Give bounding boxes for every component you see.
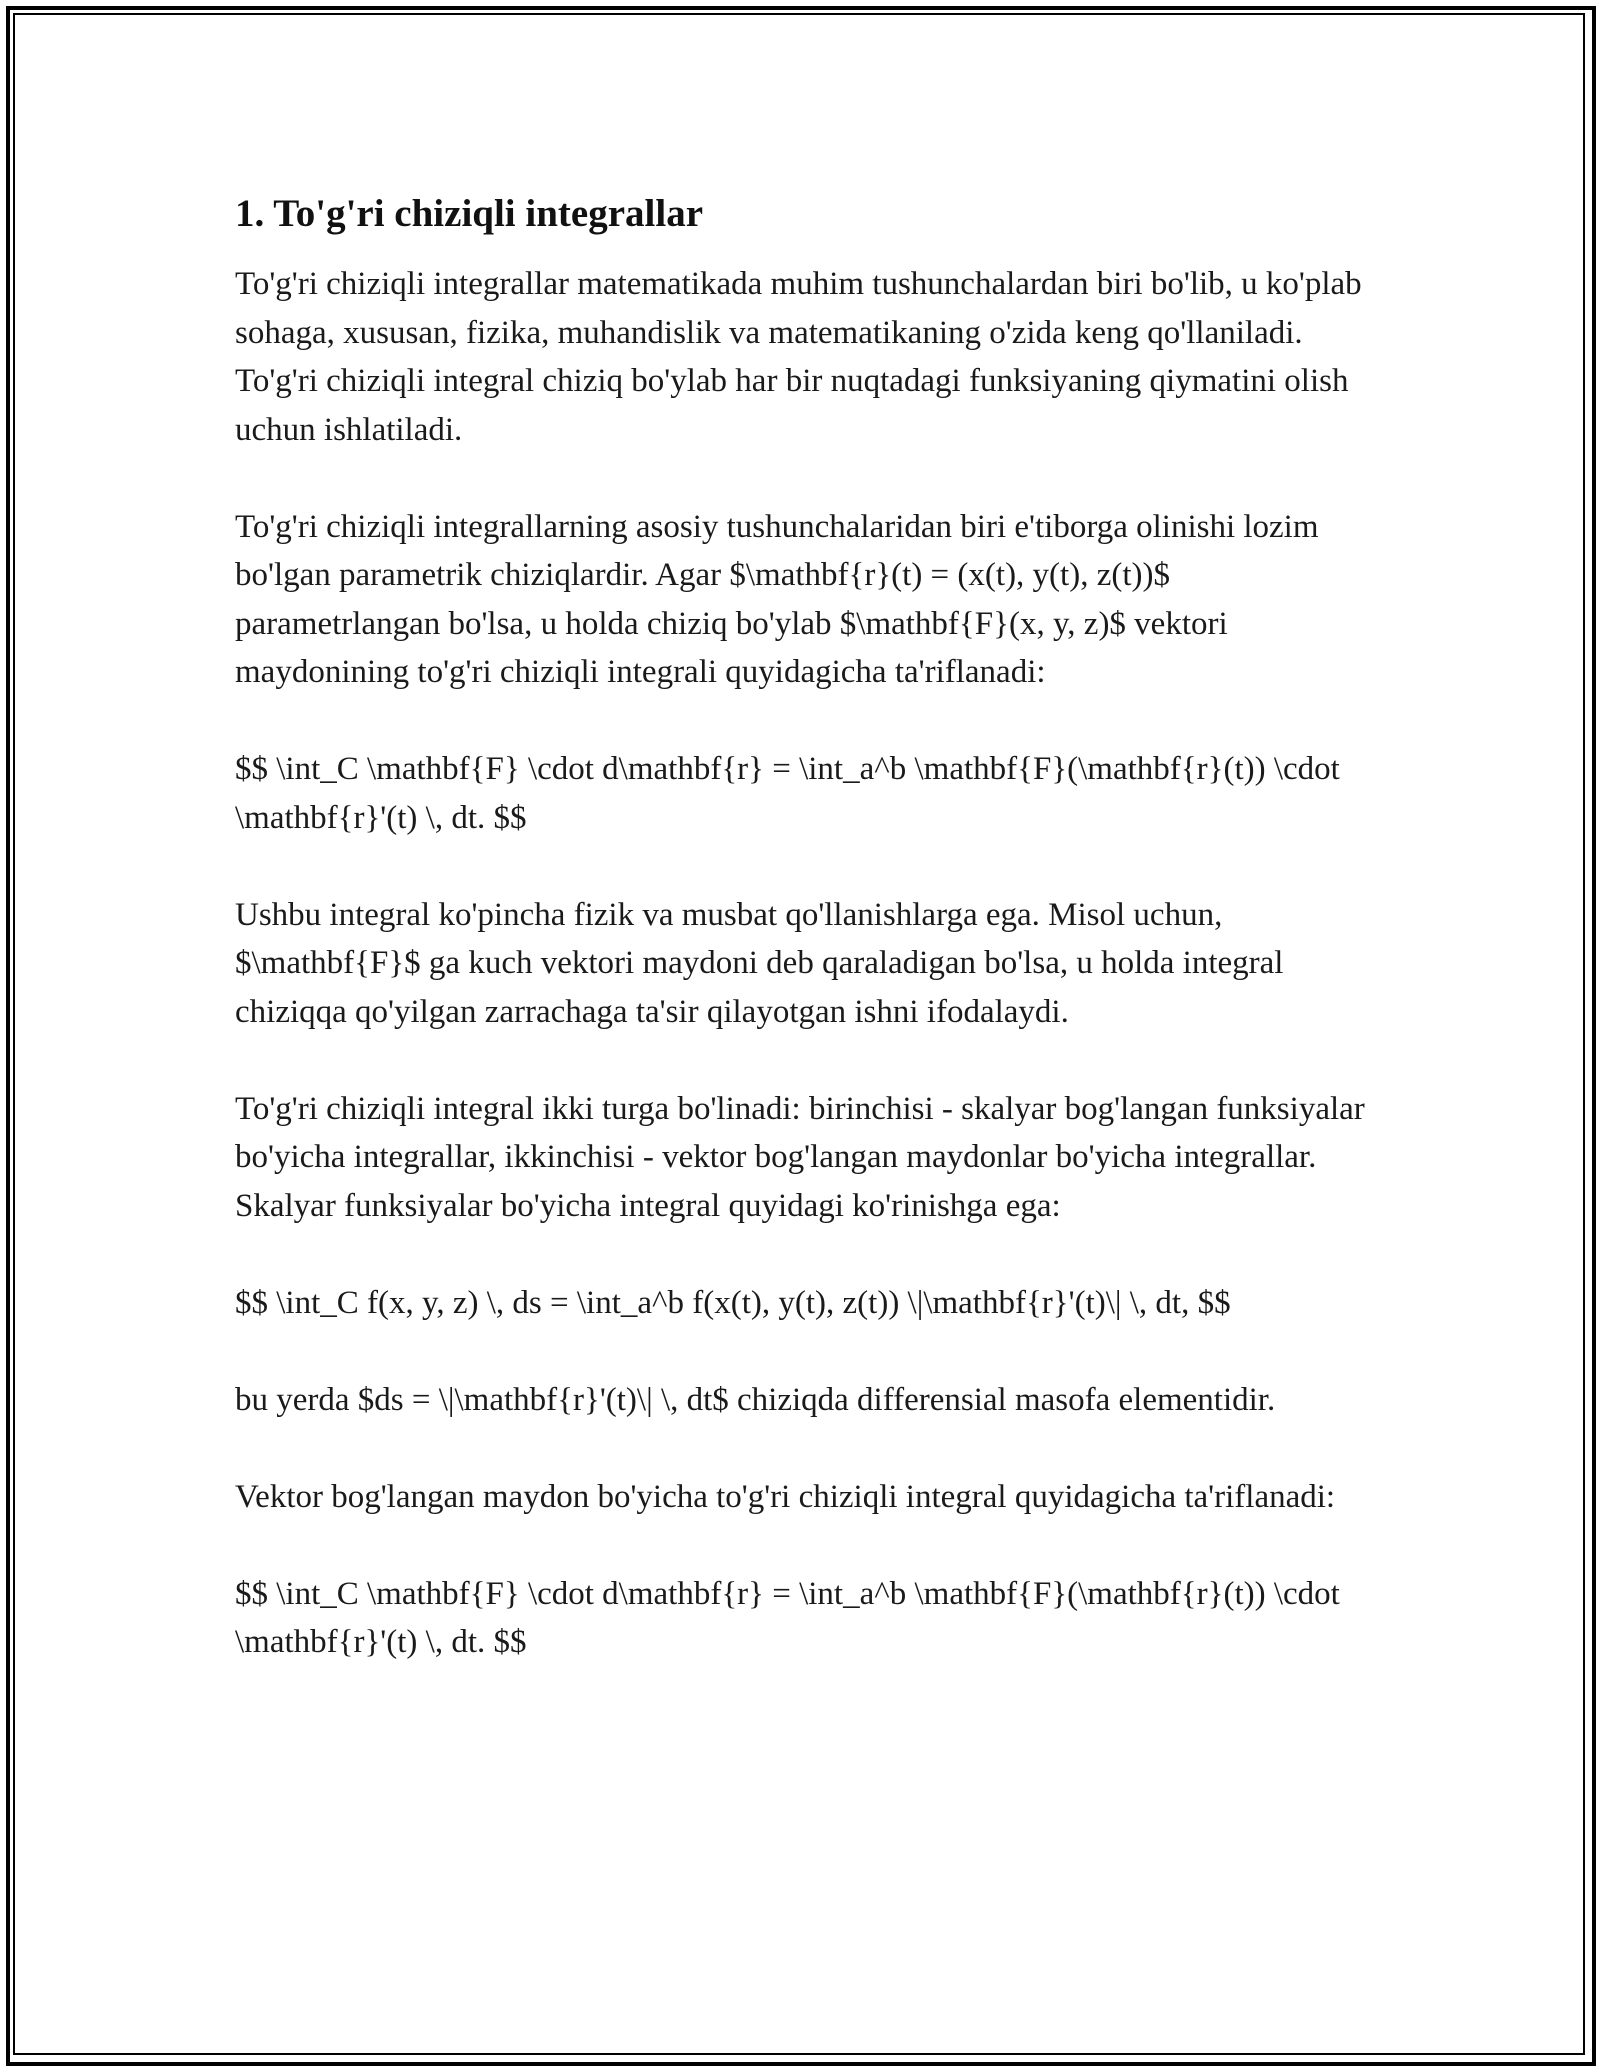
paragraph-physical-meaning: Ushbu integral ko'pincha fizik va musbat qo'llanishlarga ega. Misol uchun, $\mathbf{F}$ ga kuch vektori maydoni deb qaraladigan bo'lsa, u holda integral chiziqqa qo'yilgan zarrachaga ta'sir qilayotgan ishni ifodalaydi.: [235, 896, 1284, 1030]
formula-vector-line-integral-repeat: $$ \int_C \mathbf{F} \cdot d\mathbf{r} = \int_a^b \mathbf{F}(\mathbf{r}(t)) \cdot \mathbf{r}'(t) \, dt. $$: [235, 1575, 1340, 1660]
paragraph-vector-field-intro: Vektor bog'langan maydon bo'yicha to'g'ri chiziqli integral quyidagicha ta'riflanadi:: [235, 1478, 1336, 1515]
section-title: 1. To'g'ri chiziqli integrallar: [235, 192, 703, 235]
document-body: [235, 188, 1365, 1715]
formula-vector-line-integral: $$ \int_C \mathbf{F} \cdot d\mathbf{r} = \int_a^b \mathbf{F}(\mathbf{r}(t)) \cdot \mathbf{r}'(t) \, dt. $$: [235, 751, 1340, 836]
paragraph-intro: To'g'ri chiziqli integrallar matematikada muhim tushunchalardan biri bo'lib, u ko'plab sohaga, xususan, fizika, muhandislik va matematikaning o'zida keng qo'llaniladi. To'g'ri chiziqli integral chiziq bo'ylab har bir nuqtadagi funksiyaning qiymatini olish uchun ishlatiladi.: [235, 266, 1362, 448]
paragraph-parametric: To'g'ri chiziqli integrallarning asosiy tushunchalaridan biri e'tiborga olinishi lozim bo'lgan parametrik chiziqlardir. Agar $\mathbf{r}(t) = (x(t), y(t), z(t))$ parametrlangan bo'lsa, u holda chiziq bo'ylab $\mathbf{F}(x, y, z)$ vektori maydonining to'g'ri chiziqli integrali quyidagicha ta'riflanadi:: [235, 508, 1319, 690]
paragraph-two-types: To'g'ri chiziqli integral ikki turga bo'linadi: birinchisi - skalyar bog'langan funksiyalar bo'yicha integrallar, ikkinchisi - vektor bog'langan maydonlar bo'yicha integrallar. Skalyar funksiyalar bo'yicha integral quyidagi ko'rinishga ega:: [235, 1090, 1365, 1224]
formula-scalar-line-integral: $$ \int_C f(x, y, z) \, ds = \int_a^b f(x(t), y(t), z(t)) \|\mathbf{r}'(t)\| \, dt, $$: [235, 1284, 1231, 1321]
paragraph-ds-definition: bu yerda $ds = \|\mathbf{r}'(t)\| \, dt$ chiziqda differensial masofa elementidir.: [235, 1381, 1276, 1418]
